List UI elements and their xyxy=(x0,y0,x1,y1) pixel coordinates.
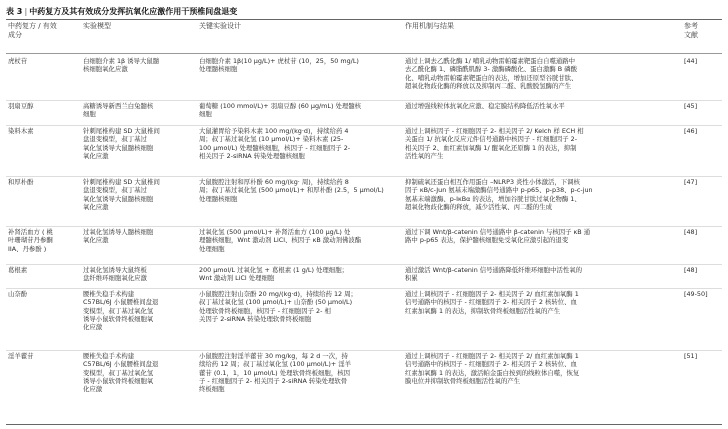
cell-mechanism: 通过激活 Wnt/β-catenin 信号通路降低纤维环细胞中活性氧的 积累 xyxy=(405,266,583,283)
cell-model: 针刺尾椎构建 SD 大鼠椎间 盘退变模型，叔丁基过 氧化氢诱导大鼠髓核细胞 氧化应激 xyxy=(83,178,160,211)
cell-composition: 葛根素 xyxy=(8,266,28,274)
cell-reference: [46] xyxy=(684,127,698,135)
cell-composition: 染料木素 xyxy=(8,127,34,135)
cell-model: 白细胞介素 1β 诱导大鼠髓 核细胞氧化应激 xyxy=(83,57,160,74)
cell-design: 白细胞介素 1β(10 μg/L)+ 虎杖苷 (10，25，50 mg/L) 处理髓核细胞 xyxy=(199,57,359,74)
cell-design: 大鼠腹腔注射和厚朴酚 60 mg/(kg· 周)，持续给药 8 周；叔丁基过氧化氢 (500 μmol/L)+ 和厚朴酚 (2.5，5 μmol/L) 处理髓核细胞 xyxy=(199,178,384,203)
cell-model: 腰椎失稳手术构建 C57BL/6J 小鼠腰椎间盘退 变模型，叔丁基过氧化氢 诱导小鼠软骨终板细胞氧 化应激 xyxy=(83,290,159,332)
row-divider xyxy=(6,176,722,177)
cell-model: 高糖诱导新西兰白兔髓核 细胞 xyxy=(83,102,154,119)
cell-model: 腰椎失稳手术构建 C57BL/6J 小鼠腰椎间盘退 变模型，叔丁基过氧化氢 诱导小鼠软骨终板细胞氧 化应激 xyxy=(83,352,159,394)
cell-reference: [47] xyxy=(684,178,698,186)
cell-composition: 虎杖苷 xyxy=(8,57,28,65)
bottom-rule xyxy=(6,424,722,425)
row-divider xyxy=(6,264,722,265)
row-divider xyxy=(6,350,722,351)
cell-design: 过氧化氢 (500 μmol/L)+ 补肾活血方 (100 μg/L) 处 理髓核细胞，Wnt 激动剂 LiCl、核因子 κB 激动剂佛波酯 处理细胞 xyxy=(199,228,362,253)
cell-reference: [51] xyxy=(684,352,698,360)
row-divider xyxy=(6,288,722,289)
table-title: 中药复方及其有效成分发挥抗氧化应激作用干预椎间盘退变 xyxy=(29,7,238,16)
cell-mechanism: 通过上调去乙酰化酶 1/ 哺乳动物雷帕霉素靶蛋白自噬通路中 去乙酰化酶 1、磷脂酰肌醇 3- 激酶磷酸化、蛋白激酶 B 磷酸 化、哺乳动物雷帕霉素靶蛋白的表达，增加还原型谷胱甘肽、 超氧化物歧化酶的释放以及抑制丙二醛、乳酸脱氢酶的产生 xyxy=(405,57,578,90)
cell-design: 小鼠腹腔注射淫羊藿苷 30 mg/kg，每 2 d 一次，持 续给药 12 周；叔丁基过氧化氢 (100 μmol/L)+ 淫羊 藿苷 (0.1，1，10 μmol/L) 处理软骨终板细胞，核因 子 - 红细胞因子 2- 相关因子 2-siRNA 转染处理软骨 终板细胞 xyxy=(199,352,351,394)
header-rule xyxy=(6,53,722,54)
cell-mechanism: 通过下调 Wnt/β-catenin 信号通路中 β-catenin 与核因子 κB 通 路中 p-p65 表达，保护髓核细胞免受氧化应激引起的退变 xyxy=(405,228,591,245)
cell-composition: 和厚朴酚 xyxy=(8,178,34,186)
header-reference: 参考 文献 xyxy=(684,22,698,39)
row-divider xyxy=(6,226,722,227)
table-number: 表 3 xyxy=(6,7,23,16)
cell-design: 葡萄糖 (100 mmol/L)+ 羽扇豆醇 (60 μg/mL) 处理髓核 细胞 xyxy=(199,102,362,119)
header-design: 关键实验设计 xyxy=(199,22,241,30)
cell-composition: 山奈酚 xyxy=(8,290,28,298)
header-composition: 中药复方 / 有效 成分 xyxy=(8,22,57,39)
cell-reference: [48] xyxy=(684,266,698,274)
cell-reference: [49-50] xyxy=(684,290,708,298)
row-divider xyxy=(6,100,722,101)
row-divider xyxy=(6,125,722,126)
cell-reference: [44] xyxy=(684,57,698,65)
cell-mechanism: 通过上调核因子 - 红细胞因子 2- 相关因子 2/ 血红素加氧酶 1 信号通路中的核因子 - 红细胞因子 2- 相关因子 2 核转位、血 红素加氧酶 1 的表达，抑制软骨终板细胞活性氧的产生 xyxy=(405,290,579,315)
cell-model: 过氧化氢诱导人髓核细胞 氧化应激 xyxy=(83,228,154,245)
top-rule xyxy=(6,19,722,20)
header-model: 实验模型 xyxy=(83,22,111,30)
cell-composition: 补肾活血方 ( 桃 叶珊瑚苷丹参酮 IIA、丹参酚 ) xyxy=(8,228,53,253)
cell-composition: 羽扇豆醇 xyxy=(8,102,34,110)
cell-composition: 淫羊藿苷 xyxy=(8,352,34,360)
cell-model: 过氧化氢诱导大鼠终板 盘纤维环细胞氧化应激 xyxy=(83,266,147,283)
cell-mechanism: 通过上调核因子 - 红细胞因子 2- 相关因子 2/ 血红素加氧酶 1 信号通路中的核因子 - 红细胞因子 2- 相关因子 2 核转位、血 红素加氧酶 1 的表达，激活帕金蛋白按到的线粒体自噬，恢复 膜电位并抑制软骨终板细胞活性氧的产生 xyxy=(405,352,580,385)
table-caption: 表 3 | 中药复方及其有效成分发挥抗氧化应激作用干预椎间盘退变 xyxy=(6,7,238,16)
cell-design: 小鼠腹腔注射山奈酚 20 mg/(kg·d)，持续给药 12 周； 叔丁基过氧化氢 (100 μmol/L)+ 山奈酚 (50 μmol/L) 处理软骨终板细胞，核因子 - 红细胞因子 2- 相 关因子 2-siRNA 转染处理软骨终板细胞 xyxy=(199,290,357,323)
cell-mechanism: 通过增强线粒体抗氧化应激、稳定膜结构降低活性氧水平 xyxy=(405,102,565,110)
header-mechanism: 作用机制与结果 xyxy=(405,22,454,30)
cell-design: 200 μmol/L 过氧化氢 + 葛根素 (1 g/L) 处理细胞； Wnt 激动剂 LiCl 处理细胞 xyxy=(199,266,348,283)
cell-reference: [48] xyxy=(684,228,698,236)
cell-design: 大鼠灌胃给予染料木素 100 mg/(kg·d)，持续给药 4 周；叔丁基过氧化氢 (10 μmol/L)+ 染料木素 (25- 100 μmol/L) 处理髓核细胞，核因子 - 红细胞因子 2- 相关因子 2-siRNA 转染处理髓核细胞 xyxy=(199,127,351,160)
cell-model: 针刺尾椎构建 SD 大鼠椎间 盘退变模型，叔丁基过 氧化氢诱导大鼠髓核细胞 氧化应激 xyxy=(83,127,160,160)
cell-mechanism: 抑制硫氧还蛋白相互作用蛋白 –NLRP3 炎性小体激活，下调核 因子 κB/c-Jun 氨基末端激酶信号通路中 p-p65、p-p38、p-c-jun 氨基末端激酶、p-IκBα 的表达，增加谷胱甘肽过氧化物酶 1、 超氧化物歧化酶的释放，减少活性氧、丙二醛的生成 xyxy=(405,178,593,211)
cell-mechanism: 通过上调核因子 - 红细胞因子 2- 相关因子 2/ Kelch 样 ECH 相 关蛋白 1/ 抗氧化反应元件信号通路中核因子 - 红细胞因子 2- 相关因子 2、血红素加氧酶 1/ 醌氧化还原酶 1 的表达，抑制 活性氧的产生 xyxy=(405,127,584,160)
cell-reference: [45] xyxy=(684,102,698,110)
